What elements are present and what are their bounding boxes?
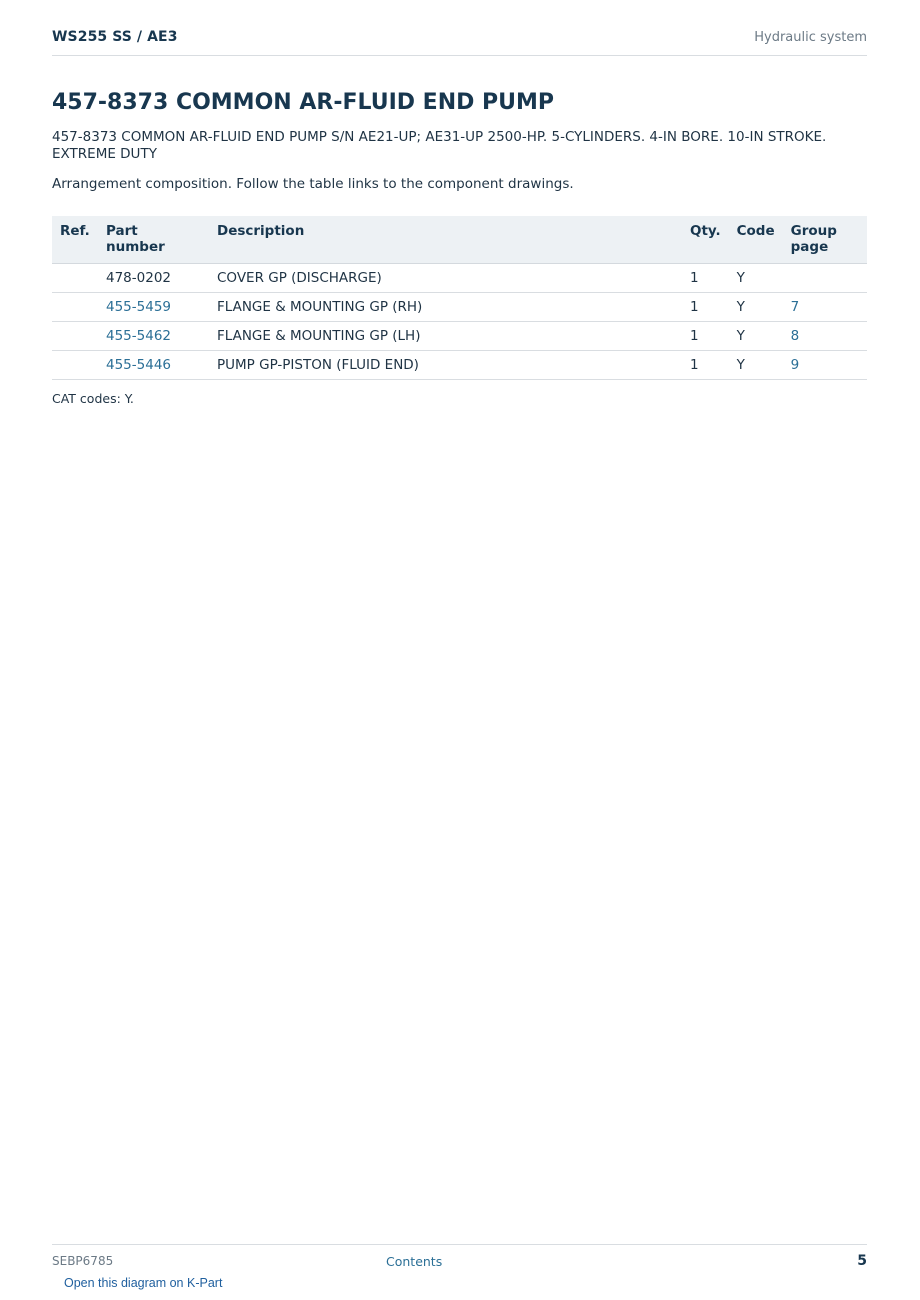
header-description: Description (209, 216, 682, 264)
intro-text: Arrangement composition. Follow the table links to the component drawings. (52, 176, 574, 192)
row-description: FLANGE & MOUNTING GP (RH) (209, 293, 682, 322)
row-description: COVER GP (DISCHARGE) (209, 264, 682, 293)
group-page-link[interactable]: 8 (790, 328, 800, 344)
page-number: 5 (857, 1253, 867, 1269)
row-code: Y (729, 351, 783, 380)
row-part-number: 478-0202 (98, 264, 209, 293)
page-header (52, 26, 867, 56)
header-ref: Ref. (52, 216, 98, 264)
cat-codes-note: CAT codes: Y. (52, 391, 134, 406)
page-title: 457-8373 COMMON AR-FLUID END PUMP (52, 90, 555, 115)
table-header-row (52, 216, 867, 264)
row-code: Y (729, 264, 783, 293)
part-number-link[interactable]: 455-5459 (106, 299, 171, 315)
row-ref (52, 264, 98, 293)
table-row (52, 264, 867, 293)
part-number-link[interactable]: 455-5462 (106, 328, 171, 344)
table-row (52, 351, 867, 380)
row-qty: 1 (682, 351, 729, 380)
row-code: Y (729, 293, 783, 322)
row-qty: 1 (682, 293, 729, 322)
group-page-link[interactable]: 9 (790, 357, 800, 373)
row-description: FLANGE & MOUNTING GP (LH) (209, 322, 682, 351)
machine-model: WS255 SS / AE3 (52, 29, 178, 45)
table-row (52, 293, 867, 322)
section-name: Hydraulic system (754, 30, 867, 45)
header-qty: Qty. (682, 216, 729, 264)
header-part-number: Part number (98, 216, 209, 264)
header-code: Code (729, 216, 783, 264)
row-code: Y (729, 322, 783, 351)
parts-table (52, 216, 867, 380)
table-row (52, 322, 867, 351)
arrangement-subtitle: 457-8373 COMMON AR-FLUID END PUMP S/N AE21-UP; AE31-UP 2500-HP. 5-CYLINDERS. 4-IN BORE. 10-IN STROKE. EXTREME DUTY (52, 129, 827, 162)
row-qty: 1 (682, 264, 729, 293)
row-qty: 1 (682, 322, 729, 351)
contents-link[interactable]: Contents (386, 1254, 443, 1269)
document-number: SEBP6785 (52, 1254, 114, 1268)
part-number-link[interactable]: 455-5446 (106, 357, 171, 373)
row-ref (52, 351, 98, 380)
row-ref (52, 293, 98, 322)
page-footer (52, 1244, 867, 1275)
row-ref (52, 322, 98, 351)
row-group-page (783, 264, 867, 293)
header-group-page: Group page (783, 216, 867, 264)
group-page-link[interactable]: 7 (790, 299, 800, 315)
open-in-kpart-link[interactable]: Open this diagram on K-Part (64, 1276, 223, 1290)
row-description: PUMP GP-PISTON (FLUID END) (209, 351, 682, 380)
